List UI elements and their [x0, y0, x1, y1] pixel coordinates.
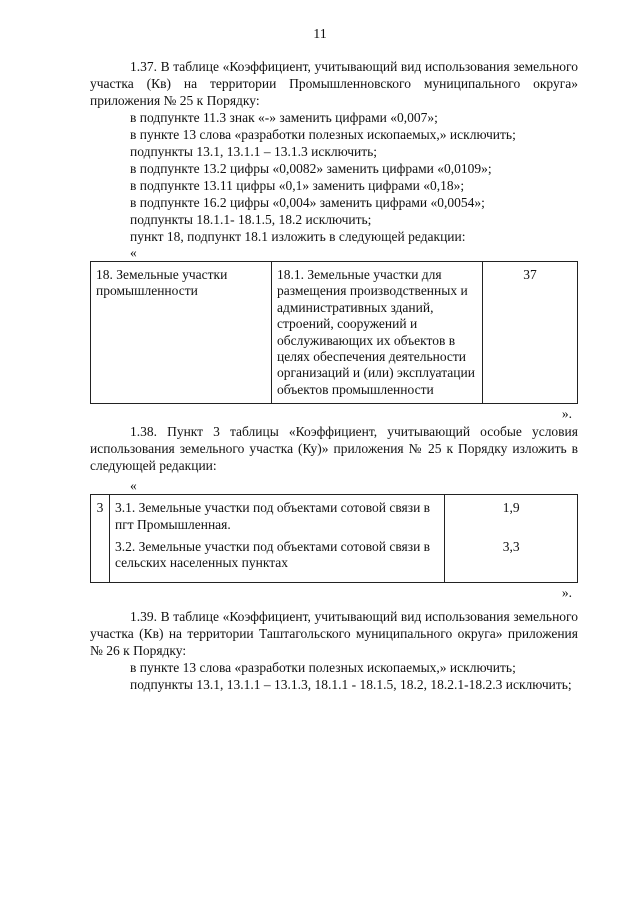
section-137-intro: 1.37. В таблице «Коэффициент, учитывающий вид использования земельного участка (Кв) на территории Промышленновского муниципального округа» приложения № 25 к Порядку:	[90, 59, 578, 108]
land-category-table	[90, 261, 578, 404]
section-137-item-7: подпункты 18.1.1- 18.1.5, 18.2 исключить;	[130, 212, 372, 227]
table-row	[91, 495, 578, 535]
section-137-item-8: пункт 18, подпункт 18.1 изложить в следующей редакции:	[130, 229, 466, 244]
subcategory-cell: 18.1. Земельные участки для размещения производственных и административных зданий, строений, сооружений и обслуживающих их объектов в целях обеспечения деятельности организаций и (или) эксплуатации объектов промышленности	[272, 262, 483, 404]
opening-quote: «	[130, 245, 137, 260]
section-139-item-1: в пункте 13 слова «разработки полезных ископаемых,» исключить;	[130, 659, 516, 675]
section-138-intro: 1.38. Пункт 3 таблицы «Коэффициент, учитывающий особые условия использования земельного участка (Ку)» приложения № 25 к Порядку изложить в следующей редакции:	[90, 424, 578, 474]
description-cell: 3.2. Земельные участки под объектами сотовой связи в сельских населенных пунктах	[109, 535, 444, 582]
section-137-item-1: в подпункте 11.3 знак «-» заменить цифрами «0,007»;	[130, 110, 438, 125]
special-conditions-table	[90, 494, 578, 583]
item-number-cell: 3	[91, 495, 110, 583]
description-cell: 3.1. Земельные участки под объектами сотовой связи в пгт Промышленная.	[109, 495, 444, 535]
table-row	[91, 535, 578, 582]
coefficient-cell: 37	[483, 262, 578, 404]
document-body	[90, 58, 578, 693]
closing-quote: ».	[561, 406, 572, 422]
value-cell: 3,3	[445, 535, 578, 582]
table-row	[91, 262, 578, 404]
category-cell: 18. Земельные участки промышленности	[91, 262, 272, 404]
section-137-item-2: в пункте 13 слова «разработки полезных ископаемых,» исключить;	[130, 127, 516, 142]
value-cell: 1,9	[445, 495, 578, 535]
section-137-item-6: в подпункте 16.2 цифры «0,004» заменить цифрами «0,0054»;	[130, 195, 485, 210]
closing-quote: ».	[561, 584, 572, 600]
section-137-item-5: в подпункте 13.11 цифры «0,1» заменить цифрами «0,18»;	[130, 178, 465, 193]
section-139-intro: 1.39. В таблице «Коэффициент, учитывающий вид использования земельного участка (Кв) на территории Таштагольского муниципального округа» приложения № 26 к Порядку:	[90, 608, 578, 658]
opening-quote: «	[130, 478, 137, 494]
page-number: 11	[313, 27, 327, 42]
section-139-item-2: подпункты 13.1, 13.1.1 – 13.1.3, 18.1.1 - 18.1.5, 18.2, 18.2.1-18.2.3 исключить;	[130, 676, 572, 692]
section-137-item-4: в подпункте 13.2 цифры «0,0082» заменить цифрами «0,0109»;	[130, 161, 492, 176]
section-137-item-3: подпункты 13.1, 13.1.1 – 13.1.3 исключить;	[130, 144, 378, 159]
